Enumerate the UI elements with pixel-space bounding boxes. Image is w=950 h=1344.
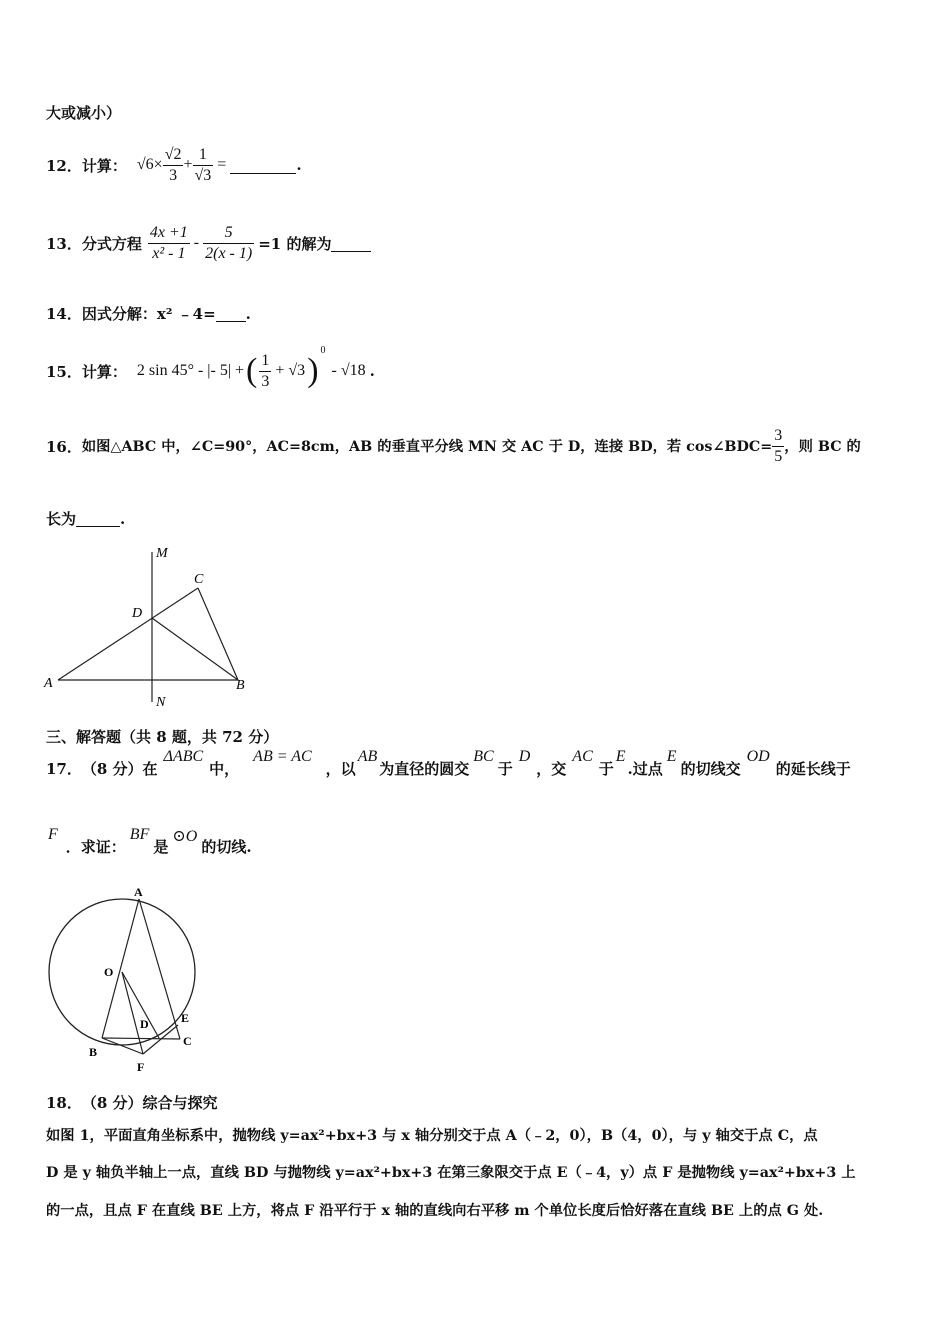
q15-frac-num: 1 (259, 351, 271, 372)
label-o: O (104, 965, 114, 979)
question-13 (46, 218, 371, 268)
q13-num-a: 4x +1 (148, 223, 190, 244)
label-c: C (183, 1034, 192, 1048)
question-15 (46, 343, 375, 399)
q17-bf: BF (129, 826, 150, 843)
label-m: M (156, 546, 168, 561)
q16-line2 (46, 508, 125, 529)
q12-times: × (153, 156, 163, 173)
q17-t7: .过点 (627, 759, 663, 778)
q14-period: . (245, 304, 251, 323)
label-b: B (236, 678, 245, 693)
q13-fraction-b (203, 223, 254, 264)
section-3-heading: 三、解答题（共 8 题，共 72 分） (46, 728, 279, 746)
q17-t8: 的切线交 (680, 759, 741, 778)
question-14 (46, 303, 251, 324)
q18-title: （8 分）综合与探究 (81, 1094, 218, 1112)
q17-t9: 的延长线于 (775, 759, 851, 778)
q15-label: 计算： (81, 362, 127, 381)
label-c: C (194, 572, 204, 587)
q17-ac: AC (572, 748, 593, 765)
prev-line-text: 大或减小） (46, 104, 122, 122)
q17-t10: ．求证： (65, 837, 126, 856)
q15-number: 15． (46, 362, 82, 381)
q17-f: F (48, 826, 58, 843)
label-e: E (181, 1011, 190, 1025)
label-d: D (132, 606, 143, 621)
q18-number: 18． (46, 1094, 82, 1112)
q12-plus: + (183, 156, 193, 173)
label-f: F (137, 1060, 145, 1074)
q16-answer-blank[interactable] (76, 510, 120, 527)
q13-answer-blank[interactable] (331, 235, 371, 252)
q17-t12: 的切线. (201, 837, 252, 856)
q17-t3: 为直径的圆交 (379, 759, 470, 778)
q12-sqrt6: √6 (136, 156, 154, 173)
q17-circle-o: ⊙O (172, 828, 198, 845)
q12-number: 12． (46, 156, 82, 175)
q17-t4: 于 (497, 759, 513, 778)
label-n: N (156, 695, 166, 710)
q12-fraction-b (193, 145, 214, 186)
q12-den-a: 3 (169, 166, 178, 184)
q12-den-b: √3 (194, 166, 212, 184)
segment-bc (102, 1038, 180, 1039)
q12-period: . (296, 156, 302, 174)
q17-d: D (518, 748, 531, 765)
q17-t5: ，交 (536, 759, 567, 778)
q17-triangle: ΔABC (163, 748, 204, 765)
q13-label: 分式方程 (81, 234, 142, 253)
q16-text-a: 如图△ABC 中，∠C=90°，AC=8cm，AB 的垂直平分线 MN 交 AC 于 D，连接 BD，若 cos∠BDC= (81, 439, 773, 455)
q15-plus-sqrt3: + √3 (275, 362, 306, 379)
figure-16 (40, 540, 260, 710)
label-a: A (44, 676, 53, 691)
q16-fraction (772, 426, 784, 467)
q17-number: 17． (46, 759, 82, 778)
q18-line2: D 是 y 轴负半轴上一点，直线 BD 与抛物线 y=ax²+bx+3 在第三象限交于点 E（﹣4，y）点 F 是抛物线 y=ax²+bx+3 上 (46, 1165, 856, 1181)
q17-od: OD (746, 748, 770, 765)
q13-tail: =1 的解为 (258, 234, 332, 253)
q12-fraction-a (163, 145, 184, 186)
segment-of (122, 972, 143, 1054)
q15-tail: - √18 (331, 362, 366, 379)
q17-eq: AB = AC (253, 748, 312, 765)
question-17-line2 (46, 826, 252, 866)
q13-num-b: 5 (203, 223, 254, 244)
q15-right-paren-icon: ) (307, 352, 319, 389)
question-17-line1 (46, 748, 851, 788)
q17-t11: 是 (153, 837, 169, 856)
q14-label: 因式分解： (81, 305, 157, 323)
q16-text-b: ，则 BC 的 (784, 439, 861, 455)
q15-expr-a: 2 sin 45° - |- 5| + (136, 362, 245, 379)
q15-exponent: 0 (320, 345, 326, 356)
q16-period: . (120, 509, 126, 528)
q14-expression: x² ﹣4= (156, 305, 216, 323)
q12-equals: = (217, 156, 227, 173)
q17-e: E (615, 748, 626, 765)
q18-line3: 的一点，且点 F 在直线 BE 上方，将点 F 沿平行于 x 轴的直线向右平移 m 个单位长度后恰好落在直线 BE 上的点 G 处. (46, 1203, 824, 1219)
q15-left-paren-icon: ( (246, 352, 258, 389)
label-b: B (89, 1045, 98, 1059)
q15-frac-den: 3 (261, 372, 270, 390)
q12-num-b: 1 (193, 145, 214, 166)
q17-bc: BC (473, 748, 494, 765)
segment-bf (102, 1038, 143, 1054)
question-12 (46, 140, 302, 190)
label-d: D (140, 1017, 149, 1031)
q12-num-a: √2 (163, 145, 184, 166)
q13-den-b: 2(x - 1) (205, 244, 253, 262)
q17-t2: ，以 (325, 759, 356, 778)
q15-fraction (259, 351, 271, 392)
q12-label: 计算： (81, 156, 127, 175)
q13-number: 13． (46, 234, 82, 253)
label-a: A (134, 885, 143, 899)
question-18-title (46, 1092, 218, 1113)
q16-line2-text: 长为 (46, 510, 77, 528)
q13-minus: - (193, 234, 200, 251)
q17-e2: E (666, 748, 677, 765)
q17-points: （8 分）在 (81, 759, 158, 778)
q15-period: . (369, 362, 375, 380)
question-16 (46, 418, 861, 474)
q16-frac-num: 3 (772, 426, 784, 447)
segment-ac (58, 588, 198, 680)
figure-17 (40, 878, 220, 1078)
q17-t1: 中， (209, 759, 240, 778)
q14-number: 14． (46, 305, 82, 323)
q12-answer-blank[interactable] (230, 157, 296, 174)
q17-ab: AB (357, 748, 378, 765)
q17-t6: 于 (598, 759, 614, 778)
q16-number: 16． (46, 437, 82, 456)
q13-den-a: x² - 1 (152, 244, 186, 262)
q16-frac-den: 5 (774, 447, 783, 465)
q18-line1: 如图 1，平面直角坐标系中，抛物线 y=ax²+bx+3 与 x 轴分别交于点 A（﹣2，0），B（4，0），与 y 轴交于点 C，点 (46, 1128, 818, 1144)
q13-fraction-a (148, 223, 190, 264)
q14-answer-blank[interactable] (216, 305, 246, 322)
